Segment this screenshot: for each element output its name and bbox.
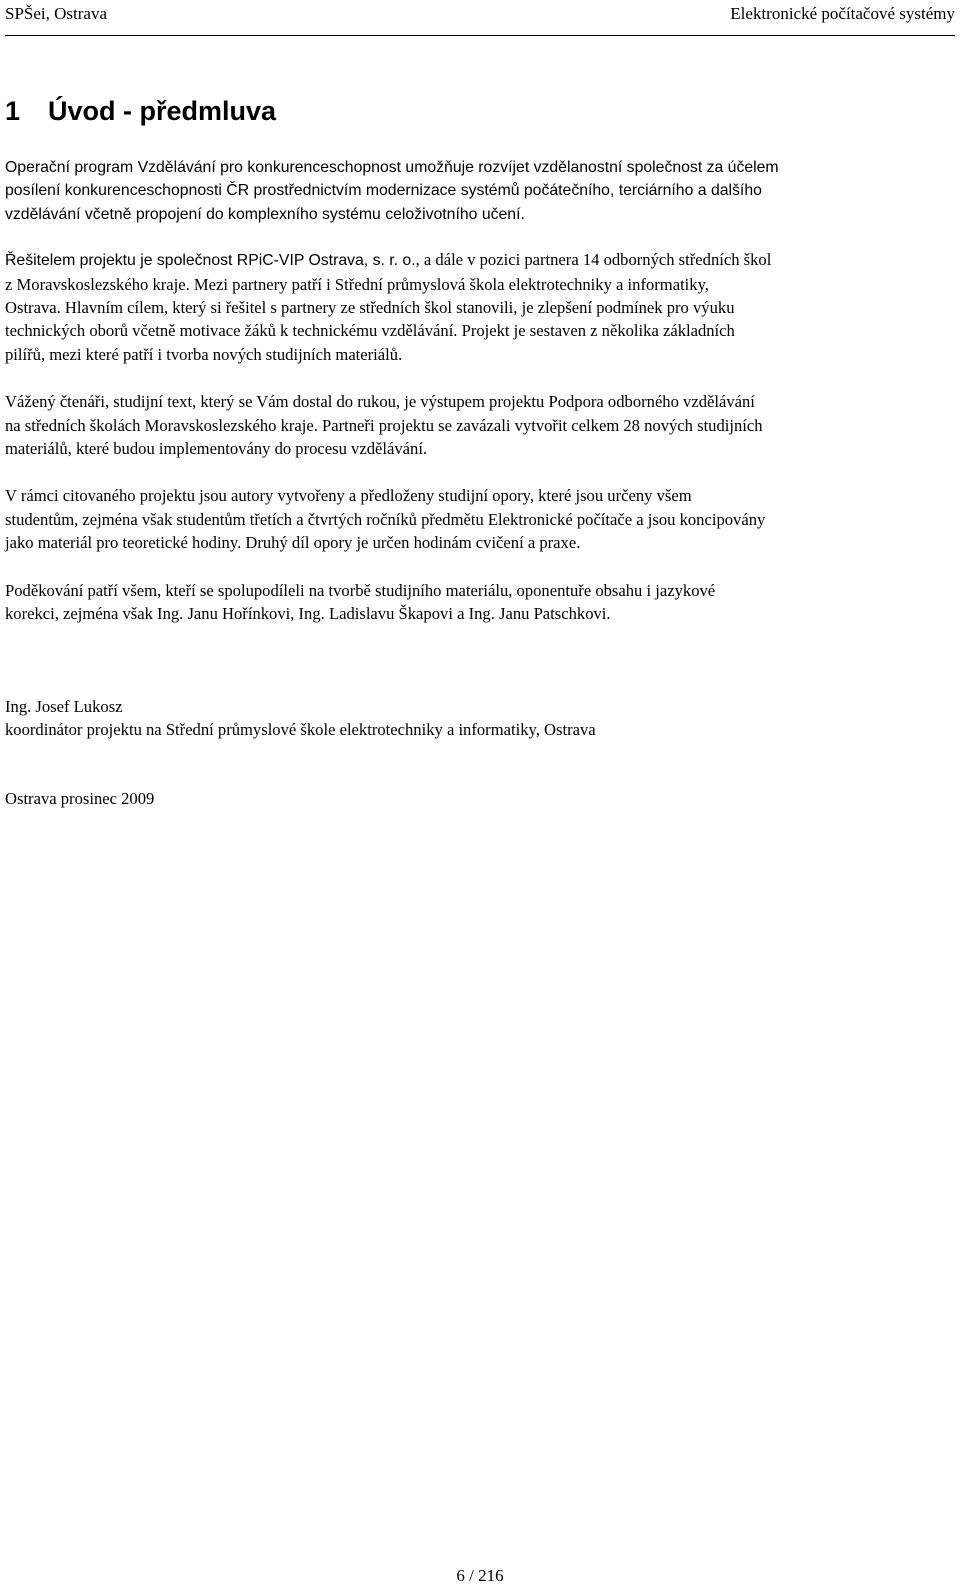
header-school: SPŠei, Ostrava bbox=[5, 4, 107, 23]
paragraph-line: technických oborů včetně motivace žáků k technickému vzdělávání. Projekt je sestaven z několika základních bbox=[5, 321, 735, 341]
page-header bbox=[5, 4, 955, 36]
thanks-paragraph bbox=[5, 579, 950, 626]
paragraph-line: posílení konkurenceschopnosti ČR prostřednictvím modernizace systémů počátečního, terciárního a dalšího bbox=[5, 182, 762, 200]
document-date: Ostrava prosinec 2009 bbox=[5, 789, 155, 809]
intro-paragraph bbox=[5, 156, 950, 226]
paragraph-line: studentům, zejména však studentům třetích a čtvrtých ročníků předmětu Elektronické počítače a jsou koncipovány bbox=[5, 509, 766, 529]
paragraph-line: jako materiál pro teoretické hodiny. Druhý díl opory je určen hodinám cvičení a praxe. bbox=[5, 533, 581, 553]
page-number: 6 / 216 bbox=[456, 1566, 504, 1585]
paragraph-line: , a dále v pozici partnera 14 odborných středních škol bbox=[415, 250, 772, 270]
paragraph-line: korekci, zejména však Ing. Janu Hořínkovi, Ing. Ladislavu Škapovi a Ing. Janu Patschkovi. bbox=[5, 604, 611, 624]
chapter-heading bbox=[5, 92, 950, 130]
paragraph-line: vzdělávání včetně propojení do komplexního systému celoživotního učení. bbox=[5, 205, 525, 223]
chapter-number: 1 bbox=[5, 96, 21, 126]
paragraph-line: Poděkování patří všem, kteří se spolupodíleli na tvorbě studijního materiálu, oponentuře obsahu i jazykové bbox=[5, 580, 716, 600]
signature-name: Ing. Josef Lukosz bbox=[5, 696, 123, 716]
paragraph-line: materiálů, které budou implementovány do procesu vzdělávání. bbox=[5, 439, 428, 459]
signature-role: koordinátor projektu na Střední průmyslové škole elektrotechniky a informatiky, Ostrava bbox=[5, 719, 596, 739]
header-subject: Elektronické počítačové systémy bbox=[730, 4, 955, 23]
paragraph-line: Vážený čtenáři, studijní text, který se Vám dostal do rukou, je výstupem projektu Podpora odborného vzdělávání bbox=[5, 392, 755, 412]
paragraph-line: pilířů, mezi které patří i tvorba nových studijních materiálů. bbox=[5, 344, 403, 364]
page-content bbox=[5, 92, 950, 811]
paragraph-line: V rámci citovaného projektu jsou autory vytvořeny a předloženy studijní opory, které jsou určeny všem bbox=[5, 486, 692, 506]
paragraph-line: Ostrava. Hlavním cílem, který si řešitel s partnery ze středních škol stanovili, je zlepšení podmínek pro výuku bbox=[5, 298, 735, 318]
paragraph-line: z Moravskoslezského kraje. Mezi partnery patří i Střední průmyslová škola elektrotechniky a informatiky, bbox=[5, 274, 709, 294]
chapter-title: Úvod - předmluva bbox=[48, 96, 277, 126]
paragraph-line: na středních školách Moravskoslezského kraje. Partneři projektu se zavázali vytvořit celkem 28 nových studijních bbox=[5, 415, 763, 435]
signature-block bbox=[5, 695, 950, 742]
paragraph-sans-part: Řešitelem projektu je společnost RPiC-VIP Ostrava, s. r. o. bbox=[5, 252, 416, 270]
materials-paragraph bbox=[5, 484, 950, 554]
reader-paragraph bbox=[5, 390, 950, 460]
paragraph-line: Operační program Vzdělávání pro konkurenceschopnost umožňuje rozvíjet vzdělanostní společnost za účelem bbox=[5, 159, 779, 176]
project-paragraph bbox=[5, 248, 950, 366]
